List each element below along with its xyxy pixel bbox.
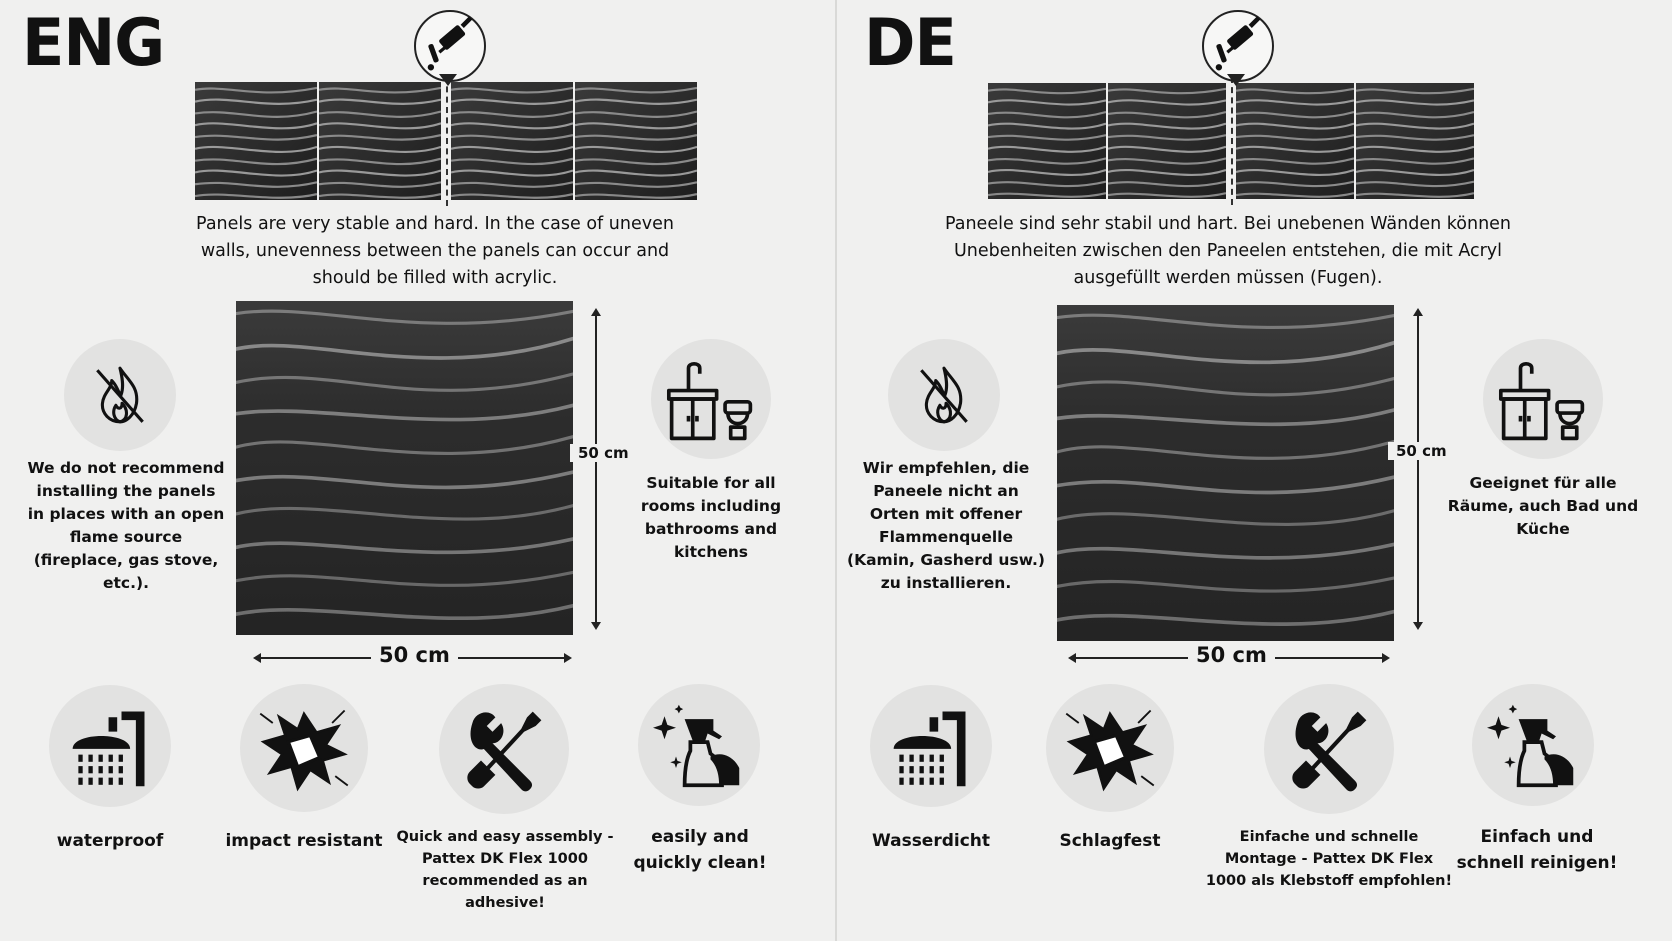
wave-panel-tile <box>451 82 573 200</box>
feature-assembly: Quick and easy assembly - Pattex DK Flex 1000 recommended as an adhesive! <box>396 829 614 911</box>
rooms-suitability-text: Suitable for all rooms including bathrooms and kitchens <box>640 474 782 561</box>
callout-pointer <box>439 74 457 86</box>
impact-icon <box>240 684 368 812</box>
height-label: 50 cm <box>570 444 637 462</box>
wave-panel-tile <box>319 82 441 200</box>
stability-paragraph: Panels are very stable and hard. In the case of uneven walls, unevenness between the panels can occur and should be filled with acrylic. <box>196 214 674 288</box>
joint-seam <box>443 82 451 200</box>
rooms-suitability-text: Geeignet für alle Räume, auch Bad und Küche <box>1447 474 1639 538</box>
german-section <box>838 0 1672 941</box>
wave-panel-tile <box>988 83 1106 199</box>
flame-warning-text: Wir empfehlen, die Paneele nicht an Orten mit offener Flammenquelle (Kamin, Gasherd usw.) zu installieren. <box>847 459 1045 592</box>
tools-icon <box>439 684 569 814</box>
feature-impact-resistant: Schlagfest <box>1059 831 1161 851</box>
wave-panel-tile <box>1108 83 1226 199</box>
joint-seam <box>1228 83 1236 199</box>
shower-icon <box>49 685 171 807</box>
wave-panel-tile <box>195 82 317 200</box>
panel-strip <box>195 82 699 200</box>
tools-icon <box>1264 684 1394 814</box>
bathroom-icon <box>651 339 771 459</box>
width-label: 50 cm <box>371 643 458 667</box>
feature-assembly: Einfache und schnelle Montage - Pattex DK Flex 1000 als Klebstoff empfohlen! <box>1205 829 1453 889</box>
wave-panel-tile <box>1356 83 1474 199</box>
feature-waterproof: waterproof <box>56 831 164 851</box>
language-title-de: DE <box>864 4 956 81</box>
bathroom-icon <box>1483 339 1603 459</box>
callout-pointer <box>1227 74 1245 86</box>
spray-bottle-icon <box>638 684 760 806</box>
spray-bottle-icon <box>1472 684 1594 806</box>
impact-icon <box>1046 684 1174 812</box>
wave-panel-large <box>236 301 573 635</box>
caulking-gun-icon <box>414 10 486 82</box>
feature-easy-clean: easily and quickly clean! <box>633 827 767 873</box>
feature-easy-clean: Einfach und schnell reinigen! <box>1456 827 1618 873</box>
panel-strip <box>988 83 1476 199</box>
flame-warning-text: We do not recommend installing the panels in places with an open flame source (fireplace, gas stove, etc.). <box>27 459 225 592</box>
language-title-eng: ENG <box>22 4 165 81</box>
wave-panel-tile <box>575 82 697 200</box>
wave-panel-large <box>1057 305 1394 641</box>
stability-paragraph: Paneele sind sehr stabil und hart. Bei unebenen Wänden können Unebenheiten zwischen den Paneelen entstehen, die mit Acryl ausgefüllt werden müssen (Fugen). <box>944 214 1512 288</box>
no-fire-icon <box>64 339 176 451</box>
caulking-gun-icon <box>1202 10 1274 82</box>
wave-panel-tile <box>1236 83 1354 199</box>
height-dimension-arrow <box>1417 310 1419 628</box>
shower-icon <box>870 685 992 807</box>
width-label: 50 cm <box>1188 643 1275 667</box>
height-label: 50 cm <box>1388 442 1455 460</box>
no-fire-icon <box>888 339 1000 451</box>
height-dimension-arrow <box>595 310 597 628</box>
feature-waterproof: Wasserdicht <box>871 831 991 851</box>
feature-impact-resistant: impact resistant <box>225 831 383 851</box>
